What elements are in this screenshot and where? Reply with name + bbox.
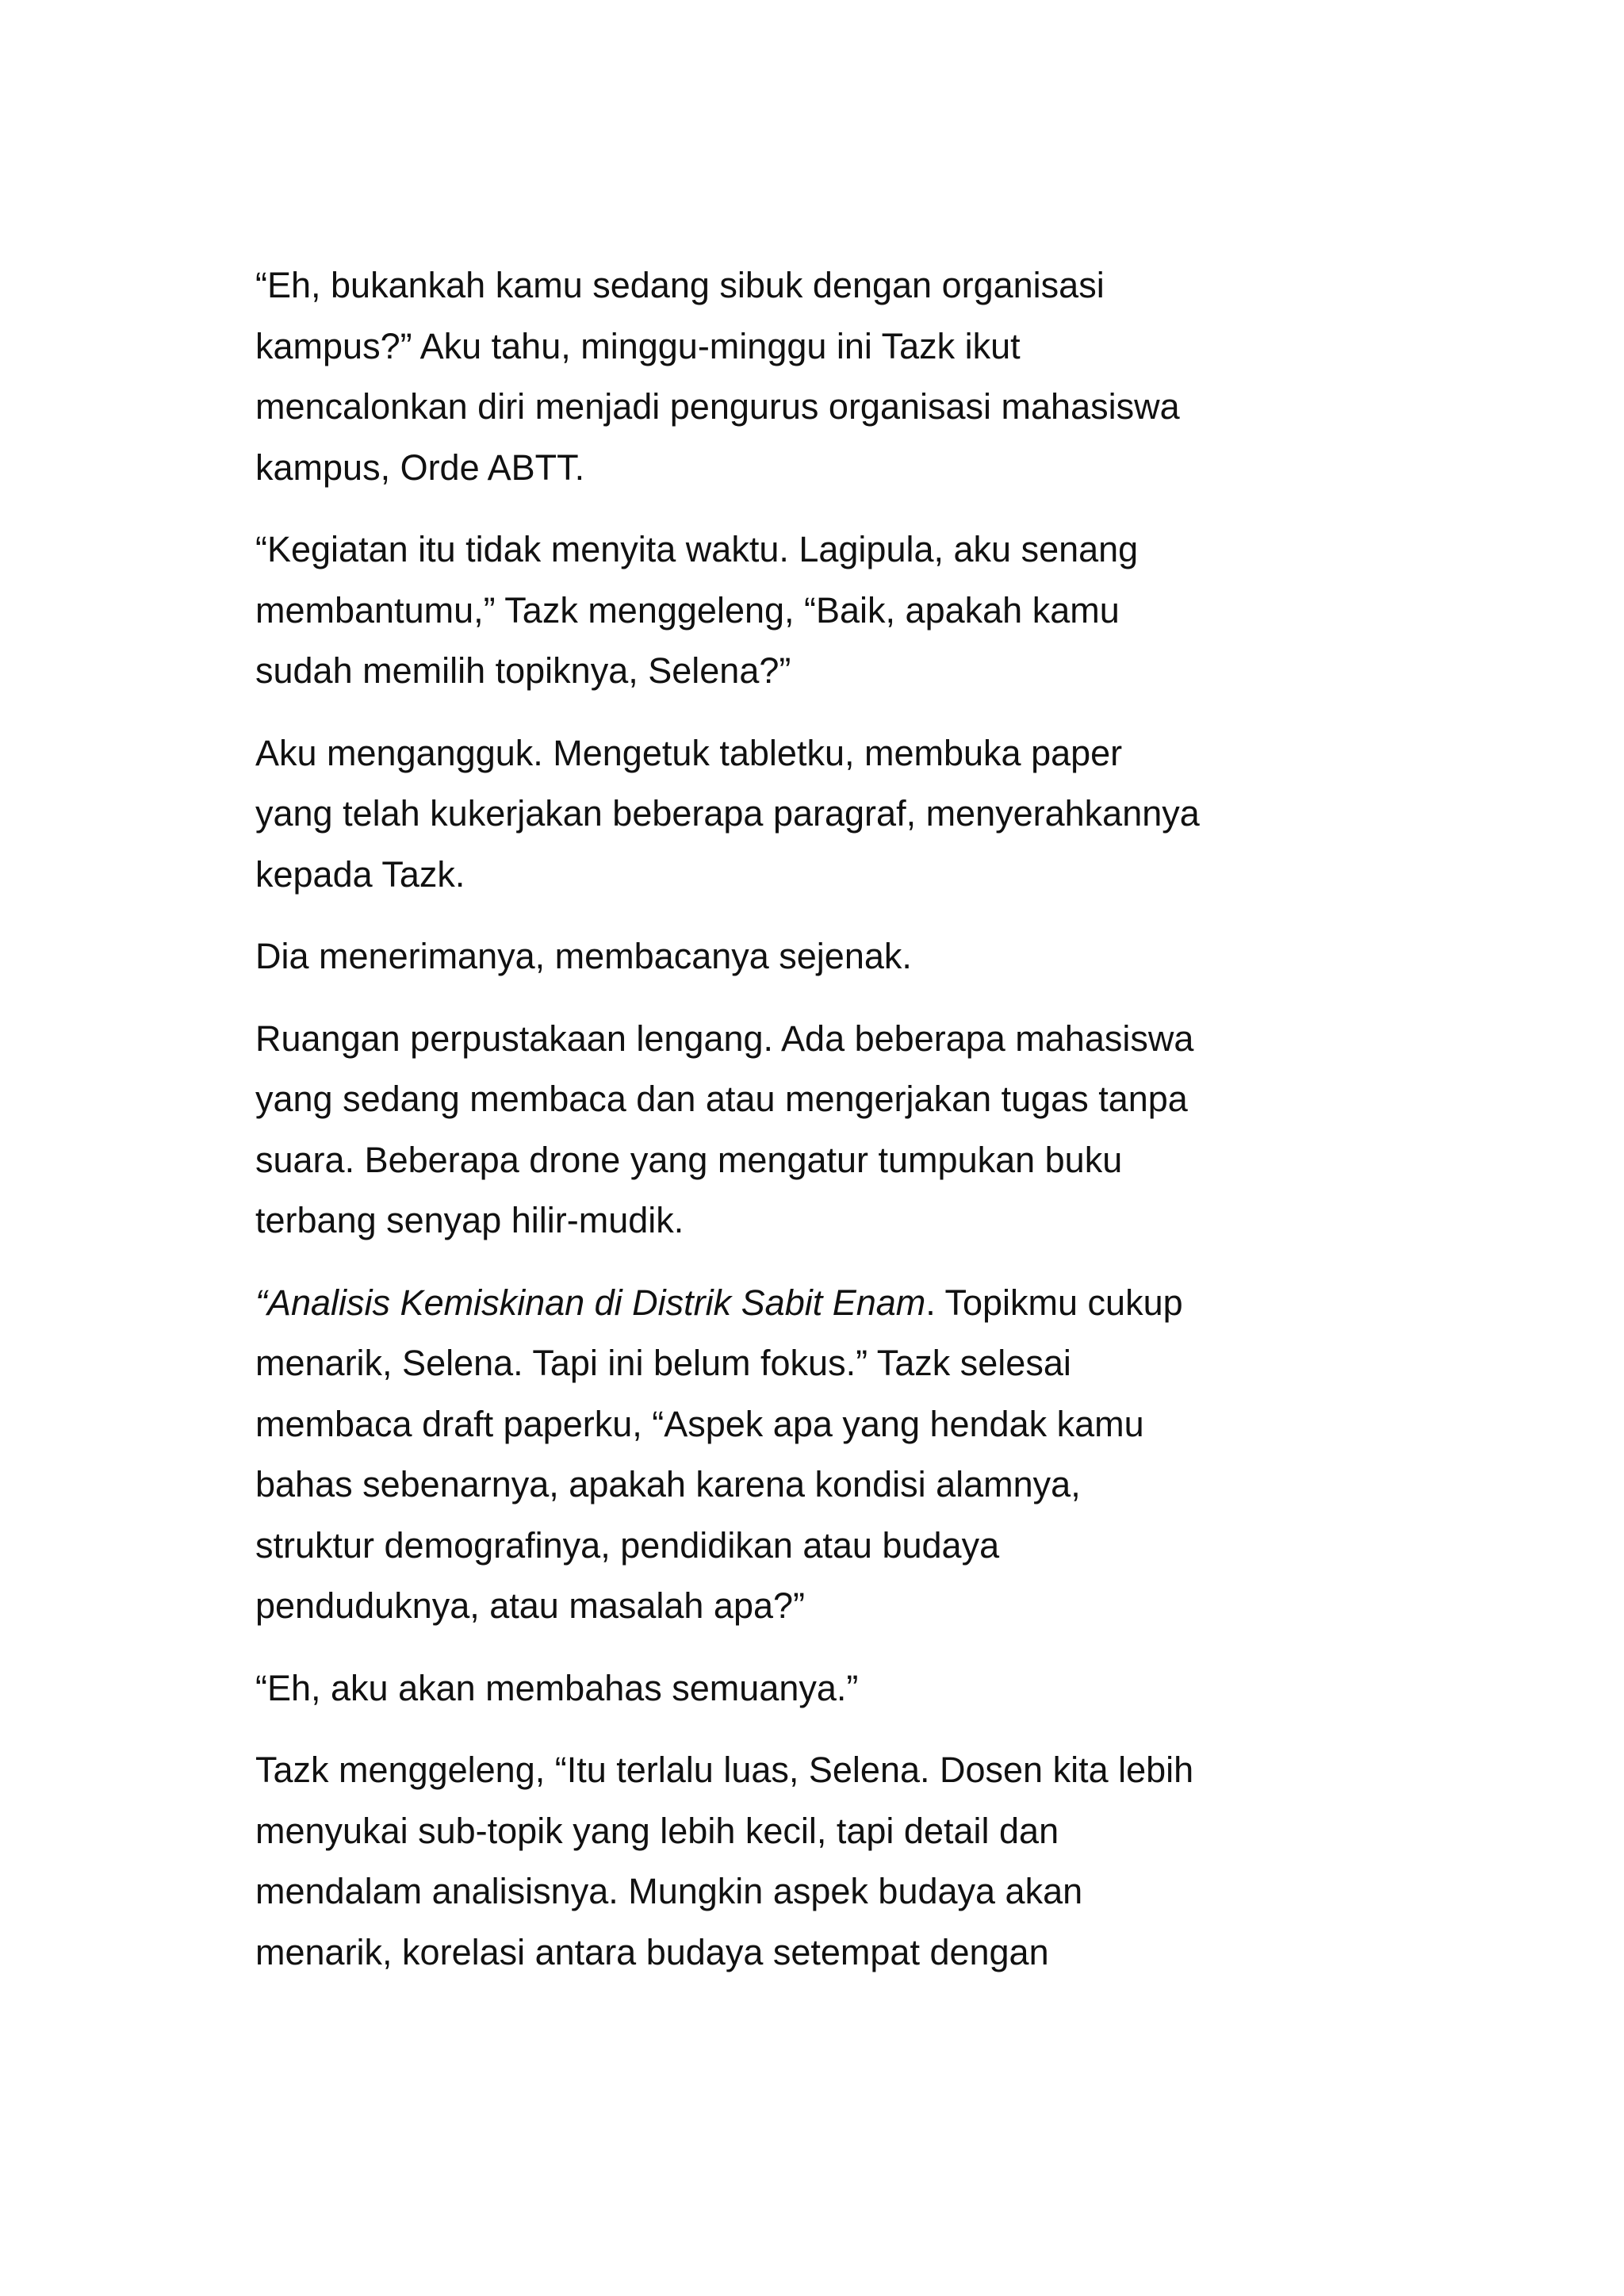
text-line: kepada Tazk.: [255, 853, 465, 895]
text-line: sudah memilih topiknya, Selena?”: [255, 650, 791, 691]
text-line: “Kegiatan itu tidak menyita waktu. Lagipula, aku senang: [255, 529, 1139, 569]
paragraph-8: [255, 1740, 1389, 1983]
text-line: Ruangan perpustakaan lengang. Ada beberapa mahasiswa: [255, 1018, 1194, 1059]
text-line: menarik, Selena. Tapi ini belum fokus.” Tazk selesai: [255, 1343, 1071, 1383]
text-line: yang telah kukerjakan beberapa paragraf, menyerahkannya: [255, 793, 1200, 834]
text-line: menarik, korelasi antara budaya setempat dengan: [255, 1931, 1049, 1972]
text-line: Dia menerimanya, membacanya sejenak.: [255, 936, 912, 976]
text-fragment: . Topikmu cukup: [925, 1282, 1183, 1323]
text-line: “Eh, aku akan membahas semuanya.”: [255, 1667, 859, 1708]
text-line: membaca draft paperku, “Aspek apa yang hendak kamu: [255, 1403, 1144, 1444]
paragraph-1: [255, 255, 1389, 498]
text-line: Tazk menggeleng, “Itu terlalu luas, Selena. Dosen kita lebih: [255, 1750, 1194, 1790]
text-line: bahas sebenarnya, apakah karena kondisi alamnya,: [255, 1464, 1081, 1504]
text-line: Aku mengangguk. Mengetuk tabletku, membuka paper: [255, 732, 1123, 773]
text-line: menyukai sub-topik yang lebih kecil, tapi detail dan: [255, 1810, 1059, 1851]
paragraph-7: [255, 1658, 1389, 1719]
paragraph-2: [255, 519, 1389, 702]
text-line: penduduknya, atau masalah apa?”: [255, 1585, 806, 1626]
paragraph-5: [255, 1009, 1389, 1251]
text-line: kampus?” Aku tahu, minggu-minggu ini Tazk ikut: [255, 325, 1021, 366]
text-line: struktur demografinya, pendidikan atau budaya: [255, 1524, 1000, 1566]
body-text: [255, 255, 1389, 2004]
paragraph-6: [255, 1273, 1389, 1637]
text-line: suara. Beberapa drone yang mengatur tumpukan buku: [255, 1139, 1123, 1180]
text-line: [255, 1273, 1389, 1334]
text-line: mendalam analisisnya. Mungkin aspek budaya akan: [255, 1871, 1083, 1911]
text-line: “Eh, bukankah kamu sedang sibuk dengan organisasi: [255, 265, 1105, 305]
text-line: mencalonkan diri menjadi pengurus organisasi mahasiswa: [255, 386, 1180, 427]
text-line: terbang senyap hilir-mudik.: [255, 1200, 684, 1240]
text-line: yang sedang membaca dan atau mengerjakan tugas tanpa: [255, 1079, 1188, 1119]
text-line: kampus, Orde ABTT.: [255, 447, 585, 488]
paragraph-3: [255, 723, 1389, 906]
text-line: membantumu,” Tazk menggeleng, “Baik, apakah kamu: [255, 589, 1120, 631]
italic-title: “Analisis Kemiskinan di Distrik Sabit Enam: [255, 1282, 926, 1323]
paragraph-4: [255, 926, 1389, 987]
